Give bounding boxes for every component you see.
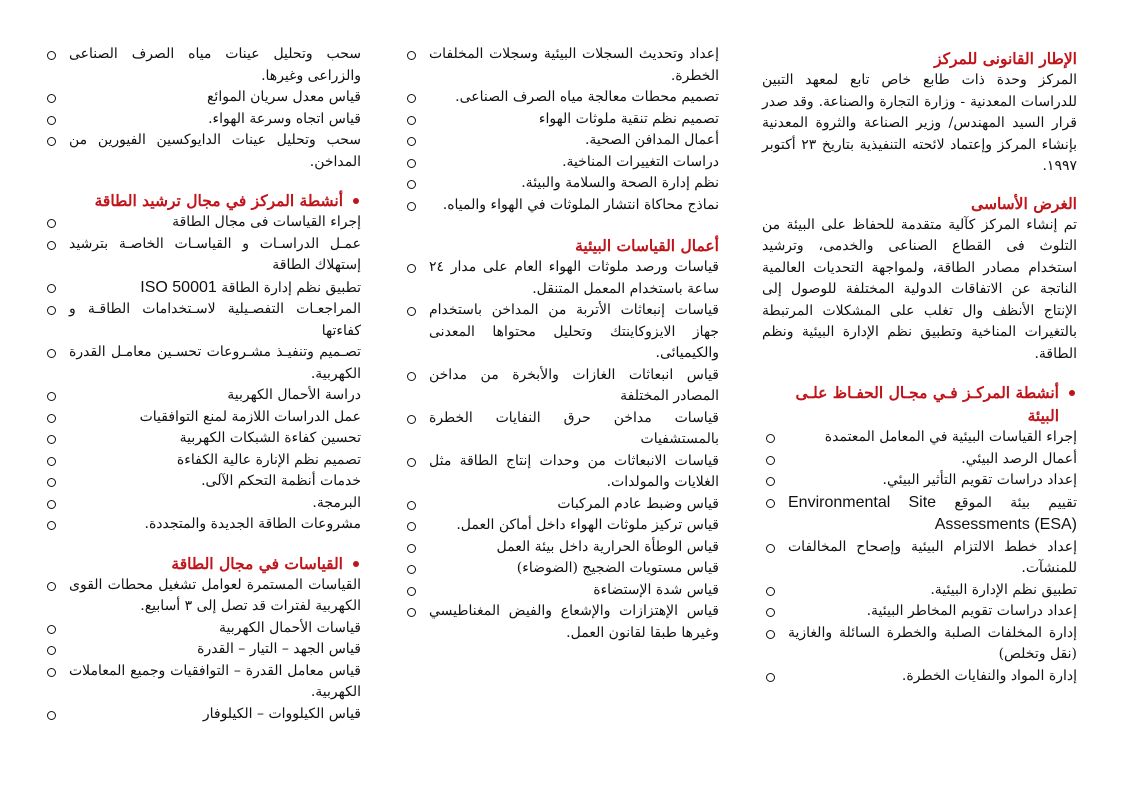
energy-activities-list [43, 212, 361, 536]
legal-framework-text: المركز وحدة ذات طابع خاص تابع لمعهد التبين للدراسات المعدنية - وزارة التجارة والصناعة. وقد صدر قرار السيد المهندس/ وزير الصناعة والثروة المعدنية بإنشاء المركز وإعتماد لائحته التنفيذية بتاريخ ٢٣ أكتوبر ١٩٩٧. [762, 72, 1077, 174]
energy-measurements-list [43, 575, 361, 726]
esa-label: تقييم بيئة الموقع [954, 494, 1077, 511]
list-item: قياس الإهتزازات والإشعاع والفيض المغناطيسي وغيرها طبقا لقانون العمل. [429, 601, 719, 644]
list-item: سحب وتحليل عينات مياه الصرف الصناعى والزراعى وغيرها. [69, 44, 361, 87]
main-purpose-text: تم إنشاء المركز كآلية متقدمة للحفاظ على البيئة من التلوث فى القطاع الصناعى والخدمى، وترشيد استخدام مصادر الطاقة، ولمواجهة التحديات العالمية الناتجة عن الاتفاقات الدولية المختلفة للوصول إلى الإنتاج الأنظف وال تغلب على المشكلات المرتبطة بالتغيرات المناخية وتطبيق نظم الإدارة البيئية ونظم الطاقة. [762, 216, 1077, 362]
list-item: إعداد وتحديث السجلات البيئية وسجلات المخلفات الخطرة. [429, 44, 719, 87]
sampling-list [43, 44, 361, 173]
energy-activities-heading: أنشطة المركز في مجال ترشيد الطاقة [43, 189, 361, 212]
list-item: تصميم محطات معالجة مياه الصرف الصناعى. [429, 87, 719, 109]
list-item: قياس مستويات الضجيج (الضوضاء) [429, 558, 719, 580]
list-item: قياس الجهد – التيار – القدرة [69, 639, 361, 661]
list-item: نماذج محاكاة انتشار الملوثات في الهواء والمياه. [429, 195, 719, 217]
list-item: إدارة المواد والنفايات الخطرة. [788, 666, 1077, 688]
list-item: عمل الدراسات اللازمة لمنع التوافقيات [69, 407, 361, 429]
list-item: قياس معامل القدرة – التوافقيات وجميع المعاملات الكهربية. [69, 661, 361, 704]
list-item: تصـميم وتنفيـذ مشـروعات تحسـين معامـل القدرة الكهربية. [69, 342, 361, 385]
list-item: نظم إدارة الصحة والسلامة والبيئة. [429, 173, 719, 195]
list-item: إجراء القياسات فى مجال الطاقة [69, 212, 361, 234]
column-energy [43, 44, 361, 725]
list-item: تطبيق نظم الإدارة البيئية. [788, 580, 1077, 602]
env-services-list [403, 44, 719, 216]
list-item: إدارة المخلفات الصلبة والخطرة السائلة والغازية (نقل وتخلص) [788, 623, 1077, 666]
list-item: تصميم نظم تنقية ملوثات الهواء [429, 109, 719, 131]
env-measurements-heading: أعمال القياسات البيئية [575, 236, 719, 255]
list-item: قياس شدة الإستضاءة [429, 580, 719, 602]
main-purpose-heading: الغرض الأساسى [971, 193, 1077, 213]
list-item: إجراء القياسات البيئية في المعامل المعتمدة [788, 427, 1077, 449]
column-legal-purpose [762, 44, 1077, 687]
list-item: قياس انبعاثات الغازات والأبخرة من مداخن المصادر المختلفة [429, 365, 719, 408]
list-item: إعداد دراسات تقويم التأثير البيئي. [788, 470, 1077, 492]
list-item: قياسات مداخن حرق النفايات الخطرة بالمستشفيات [429, 408, 719, 451]
energy-measurements-heading: القياسات في مجال الطاقة [43, 552, 361, 575]
list-item: قياس الوطأة الحرارية داخل بيئة العمل [429, 537, 719, 559]
list-item: سحب وتحليل عينات الدايوكسين الفيورين من المداخن. [69, 130, 361, 173]
list-item: قياسات الأحمال الكهربية [69, 618, 361, 640]
list-item: إعداد خطط الالتزام البيئية وإصحاح المخالفات للمنشآت. [788, 537, 1077, 580]
list-item: قياس وضبط عادم المركبات [429, 494, 719, 516]
list-item: قياس الكيلووات – الكيلوفار [69, 704, 361, 726]
list-item: تصميم نظم الإنارة عالية الكفاءة [69, 450, 361, 472]
list-item: القياسات المستمرة لعوامل تشغيل محطات القوى الكهربية لفترات قد تصل إلى ٣ أسابيع. [69, 575, 361, 618]
list-item: المراجعـات التفصـيلية لاسـتخدامات الطاقـة و كفاءتها [69, 299, 361, 342]
list-item-esa [788, 492, 1077, 537]
list-item: قياس معدل سريان الموائع [69, 87, 361, 109]
list-item-iso [69, 277, 361, 300]
list-item: دراسة الأحمال الكهربية [69, 385, 361, 407]
list-item: خدمات أنظمة التحكم الآلى. [69, 471, 361, 493]
iso-code: ISO 50001 [140, 278, 217, 296]
list-item: قياسات إنبعاثات الأتربة من المداخن باستخدام جهاز الايزوكاينتك وتحليل محتواها المعدنى والكيميائى. [429, 300, 719, 365]
column-measurements [403, 44, 719, 644]
legal-framework-heading: الإطار القانونى للمركز [934, 49, 1077, 68]
list-item: تحسين كفاءة الشبكات الكهربية [69, 428, 361, 450]
list-item: قياسات الانبعاثات من وحدات إنتاج الطاقة مثل الغلايات والمولدات. [429, 451, 719, 494]
list-item: عمـل الدراسـات و القياسـات الخاصـة بترشيد إستهلاك الطاقة [69, 234, 361, 277]
list-item: إعداد دراسات تقويم المخاطر البيئية. [788, 601, 1077, 623]
iso-label: تطبيق نظم إدارة الطاقة [221, 279, 361, 296]
env-measurements-list [403, 257, 719, 644]
esa-english: Environmental Site Assessments (ESA) [788, 493, 1077, 533]
list-item: دراسات التغييرات المناخية. [429, 152, 719, 174]
list-item: قياسات ورصد ملوثات الهواء العام على مدار ٢٤ ساعة باستخدام المعمل المتنقل. [429, 257, 719, 300]
list-item: قياس تركيز ملوثات الهواء داخل أماكن العمل. [429, 515, 719, 537]
list-item: مشروعات الطاقة الجديدة والمتجددة. [69, 514, 361, 536]
list-item: أعمال المدافن الصحية. [429, 130, 719, 152]
list-item: البرمجة. [69, 493, 361, 515]
list-item: أعمال الرصد البيئي. [788, 449, 1077, 471]
env-activities-list [762, 427, 1077, 687]
list-item: قياس اتجاه وسرعة الهواء. [69, 109, 361, 131]
env-activities-heading: أنشطة المركـز فـي مجـال الحفـاظ علـى البيئة [762, 381, 1077, 427]
